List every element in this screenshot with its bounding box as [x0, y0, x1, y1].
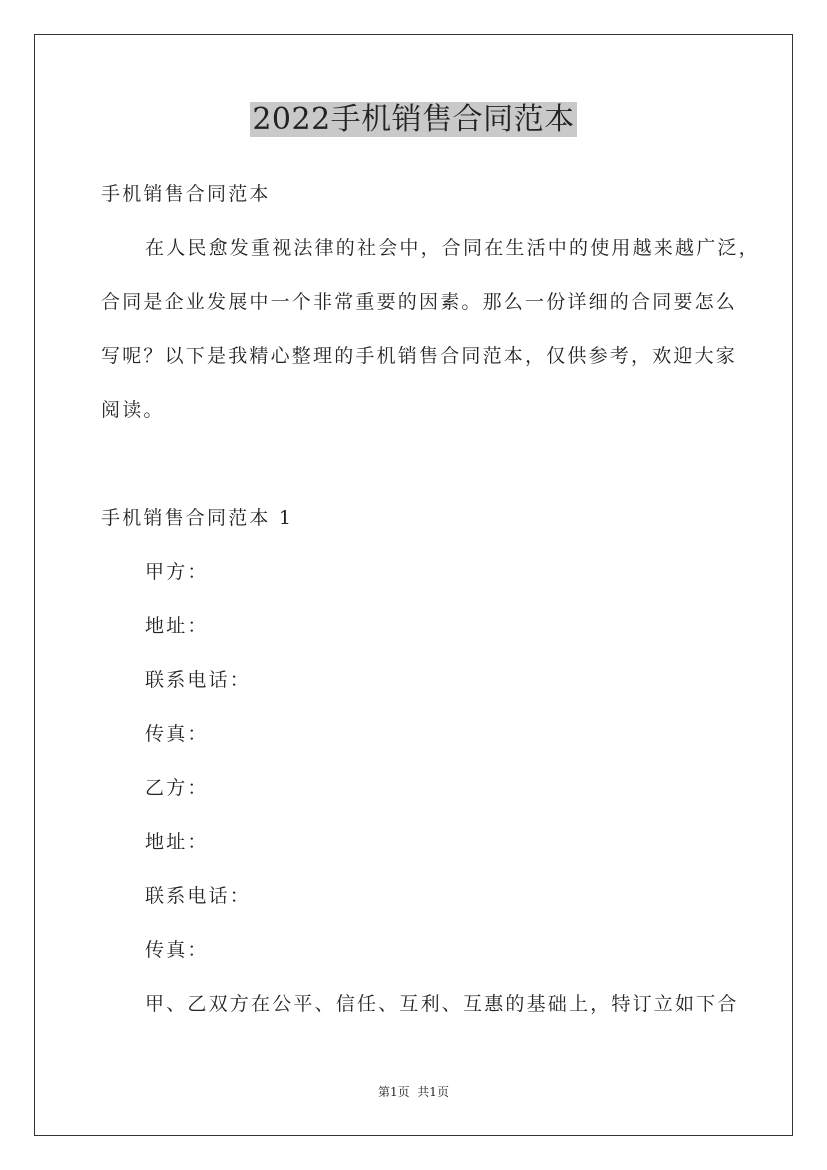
- intro-line-4: 阅读。: [101, 399, 165, 421]
- party-b-phone-label: 联系电话：: [145, 885, 252, 907]
- party-a-phone-label: 联系电话：: [145, 669, 252, 691]
- section-heading: 手机销售合同范本 1: [101, 507, 294, 529]
- party-a-address-label: 地址：: [145, 615, 209, 637]
- intro-line-1: 在人民愈发重视法律的社会中，合同在生活中的使用越来越广泛，: [145, 237, 760, 259]
- party-a-label: 甲方：: [145, 561, 209, 583]
- party-b-label: 乙方：: [145, 777, 209, 799]
- document-title: [0, 98, 827, 142]
- intro-line-3: 写呢？以下是我精心整理的手机销售合同范本，仅供参考，欢迎大家: [101, 345, 738, 367]
- party-b-fax-label: 传真：: [145, 939, 209, 961]
- party-b-address-label: 地址：: [145, 831, 209, 853]
- document-subtitle: 手机销售合同范本: [101, 183, 271, 205]
- intro-line-2: 合同是企业发展中一个非常重要的因素。那么一份详细的合同要怎么: [101, 291, 738, 313]
- agreement-clause: 甲、乙双方在公平、信任、互利、互惠的基础上，特订立如下合: [145, 993, 739, 1015]
- document-title-text: 2022手机销售合同范本: [252, 102, 575, 137]
- party-a-fax-label: 传真：: [145, 723, 209, 745]
- page-footer: 第1页 共1页: [378, 1085, 449, 1099]
